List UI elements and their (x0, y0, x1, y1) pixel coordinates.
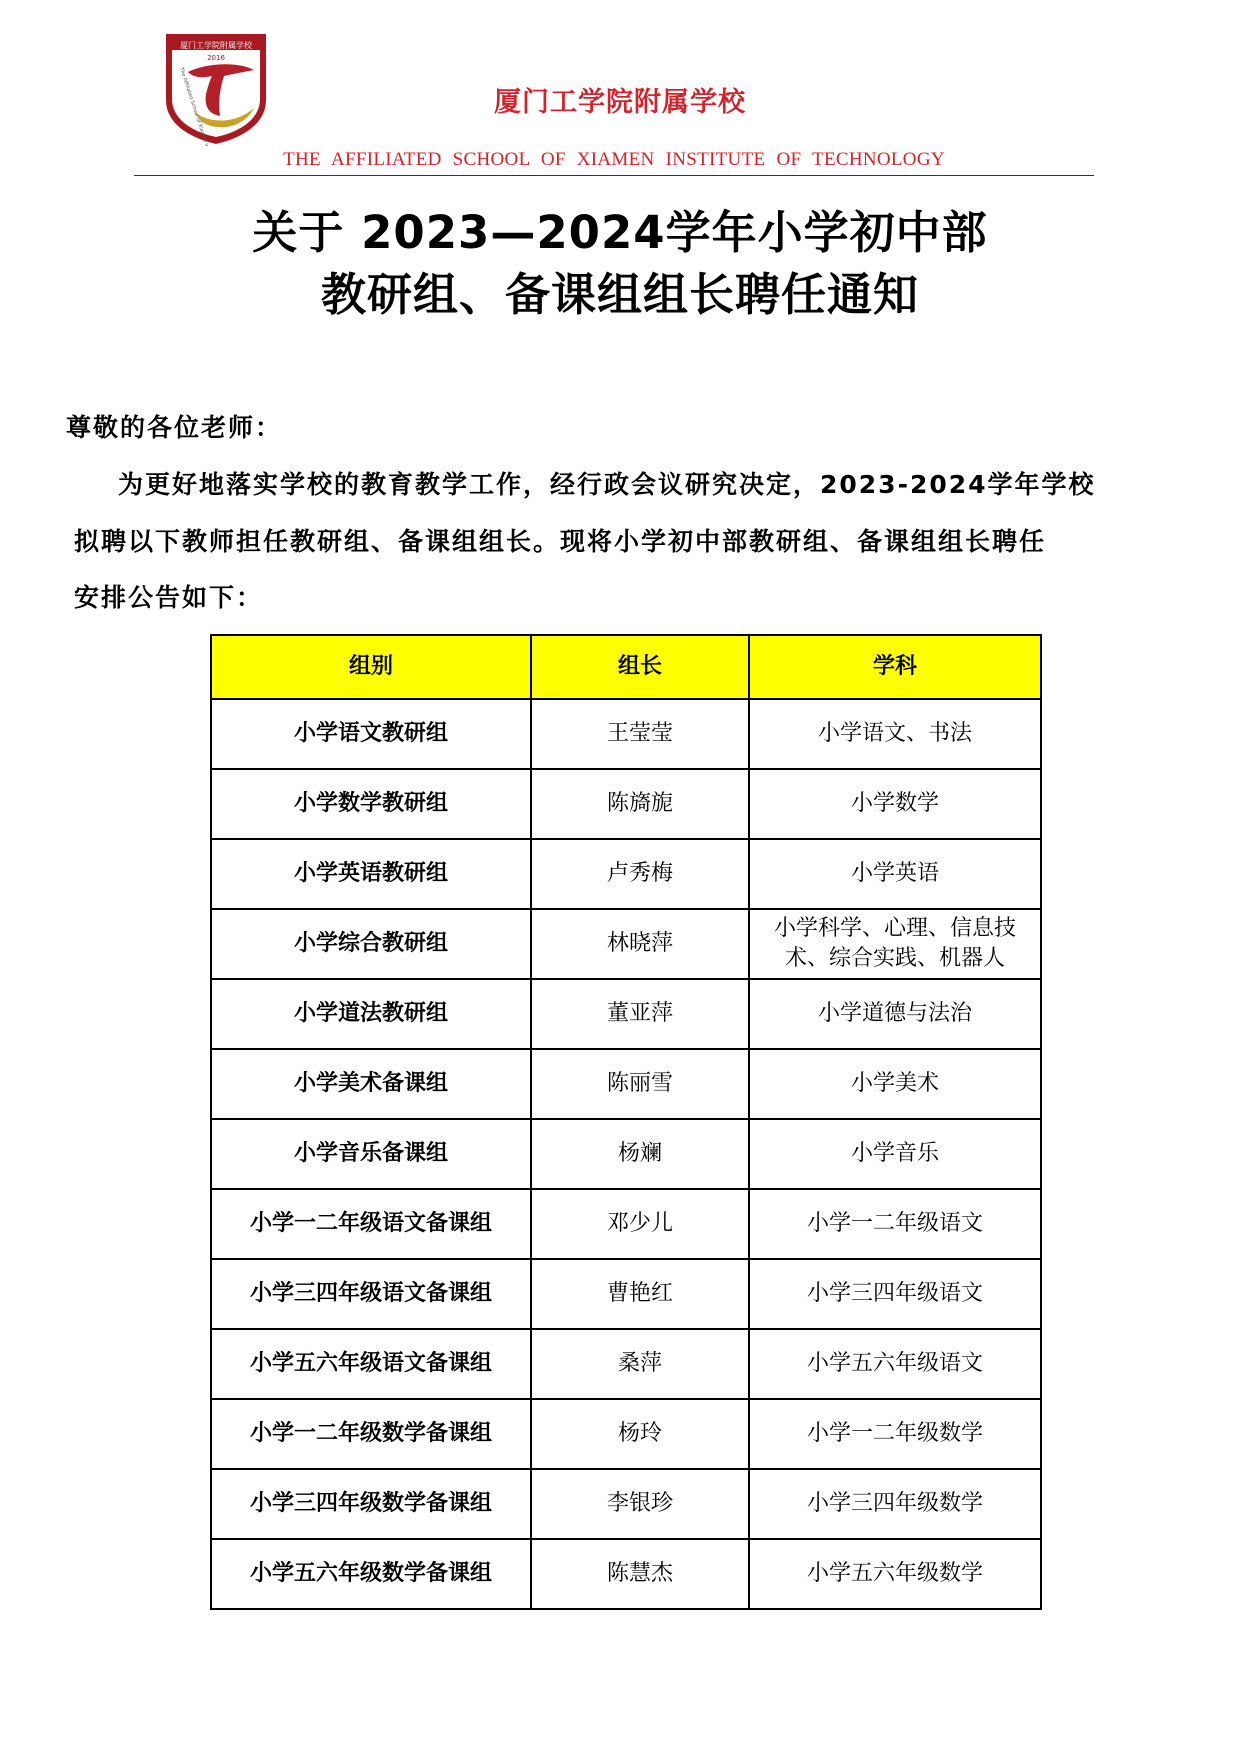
table-row (211, 839, 1041, 909)
leader-roster-table (210, 634, 1042, 1610)
subject-cell: 小学五六年级数学 (749, 1539, 1041, 1609)
leader-cell: 林晓萍 (531, 909, 749, 979)
paragraph-line-3: 安排公告如下： (74, 583, 264, 612)
table-header-row (211, 635, 1041, 699)
group-cell: 小学五六年级数学备课组 (211, 1539, 531, 1609)
subject-cell: 小学道德与法治 (749, 979, 1041, 1049)
table-row (211, 1329, 1041, 1399)
leader-cell: 杨斓 (531, 1119, 749, 1189)
subject-cell: 小学一二年级语文 (749, 1189, 1041, 1259)
group-cell: 小学语文教研组 (211, 699, 531, 769)
group-cell: 小学音乐备课组 (211, 1119, 531, 1189)
subject-cell: 小学英语 (749, 839, 1041, 909)
header-divider (134, 175, 1094, 176)
subject-cell: 小学美术 (749, 1049, 1041, 1119)
leader-cell: 陈丽雪 (531, 1049, 749, 1119)
notice-title-line-2: 教研组、备课组组长聘任通知 (320, 268, 919, 321)
group-cell: 小学美术备课组 (211, 1049, 531, 1119)
crest-text: 厦门工学院附属学校 (180, 41, 252, 50)
leader-cell: 桑萍 (531, 1329, 749, 1399)
subject-cell: 小学一二年级数学 (749, 1399, 1041, 1469)
school-name-cn: 厦门工学院附属学校 (494, 87, 746, 118)
table-row (211, 1049, 1041, 1119)
subject-cell-line: 小学科学、心理、信息技 (773, 916, 1016, 941)
table-row (211, 1119, 1041, 1189)
table-row (211, 699, 1041, 769)
group-cell: 小学数学教研组 (211, 769, 531, 839)
column-header-subject: 学科 (749, 635, 1041, 699)
leader-cell: 陈慧杰 (531, 1539, 749, 1609)
paragraph-line-1: 为更好地落实学校的教育教学工作，经行政会议研究决定，2023-2024学年学校 (118, 470, 1096, 499)
group-cell: 小学一二年级语文备课组 (211, 1189, 531, 1259)
school-name-en: THE AFFILIATED SCHOOL OF XIAMEN INSTITUTE OF TECHNOLOGY (283, 149, 945, 170)
school-crest-icon (158, 28, 274, 146)
table-row (211, 1259, 1041, 1329)
subject-cell-line: 术、综合实践、机器人 (784, 946, 1005, 971)
salutation: 尊敬的各位老师： (66, 413, 283, 442)
group-cell: 小学三四年级数学备课组 (211, 1469, 531, 1539)
table-row (211, 1399, 1041, 1469)
column-header-leader: 组长 (531, 635, 749, 699)
table-row (211, 1189, 1041, 1259)
group-cell: 小学五六年级语文备课组 (211, 1329, 531, 1399)
leader-cell: 董亚萍 (531, 979, 749, 1049)
table-row (211, 1469, 1041, 1539)
subject-cell: 小学音乐 (749, 1119, 1041, 1189)
crest-year: 2016 (207, 54, 225, 62)
subject-cell: 小学三四年级语文 (749, 1259, 1041, 1329)
subject-cell: 小学三四年级数学 (749, 1469, 1041, 1539)
group-cell: 小学三四年级语文备课组 (211, 1259, 531, 1329)
subject-cell: 小学五六年级语文 (749, 1329, 1041, 1399)
leader-cell: 王莹莹 (531, 699, 749, 769)
leader-cell: 杨玲 (531, 1399, 749, 1469)
leader-cell: 卢秀梅 (531, 839, 749, 909)
table-row (211, 979, 1041, 1049)
group-cell: 小学道法教研组 (211, 979, 531, 1049)
table-row (211, 909, 1041, 979)
paragraph-line-2: 拟聘以下教师担任教研组、备课组组长。现将小学初中部教研组、备课组组长聘任 (74, 527, 1047, 556)
notice-title-line-1: 关于 2023—2024学年小学初中部 (252, 206, 988, 259)
group-cell: 小学一二年级数学备课组 (211, 1399, 531, 1469)
column-header-group: 组别 (211, 635, 531, 699)
subject-cell: 小学语文、书法 (749, 699, 1041, 769)
leader-cell: 曹艳红 (531, 1259, 749, 1329)
group-cell: 小学综合教研组 (211, 909, 531, 979)
table-row (211, 769, 1041, 839)
leader-cell: 李银珍 (531, 1469, 749, 1539)
leader-cell: 邓少儿 (531, 1189, 749, 1259)
group-cell: 小学英语教研组 (211, 839, 531, 909)
subject-cell (749, 909, 1041, 979)
subject-cell: 小学数学 (749, 769, 1041, 839)
table-row (211, 1539, 1041, 1609)
leader-cell: 陈旖旎 (531, 769, 749, 839)
